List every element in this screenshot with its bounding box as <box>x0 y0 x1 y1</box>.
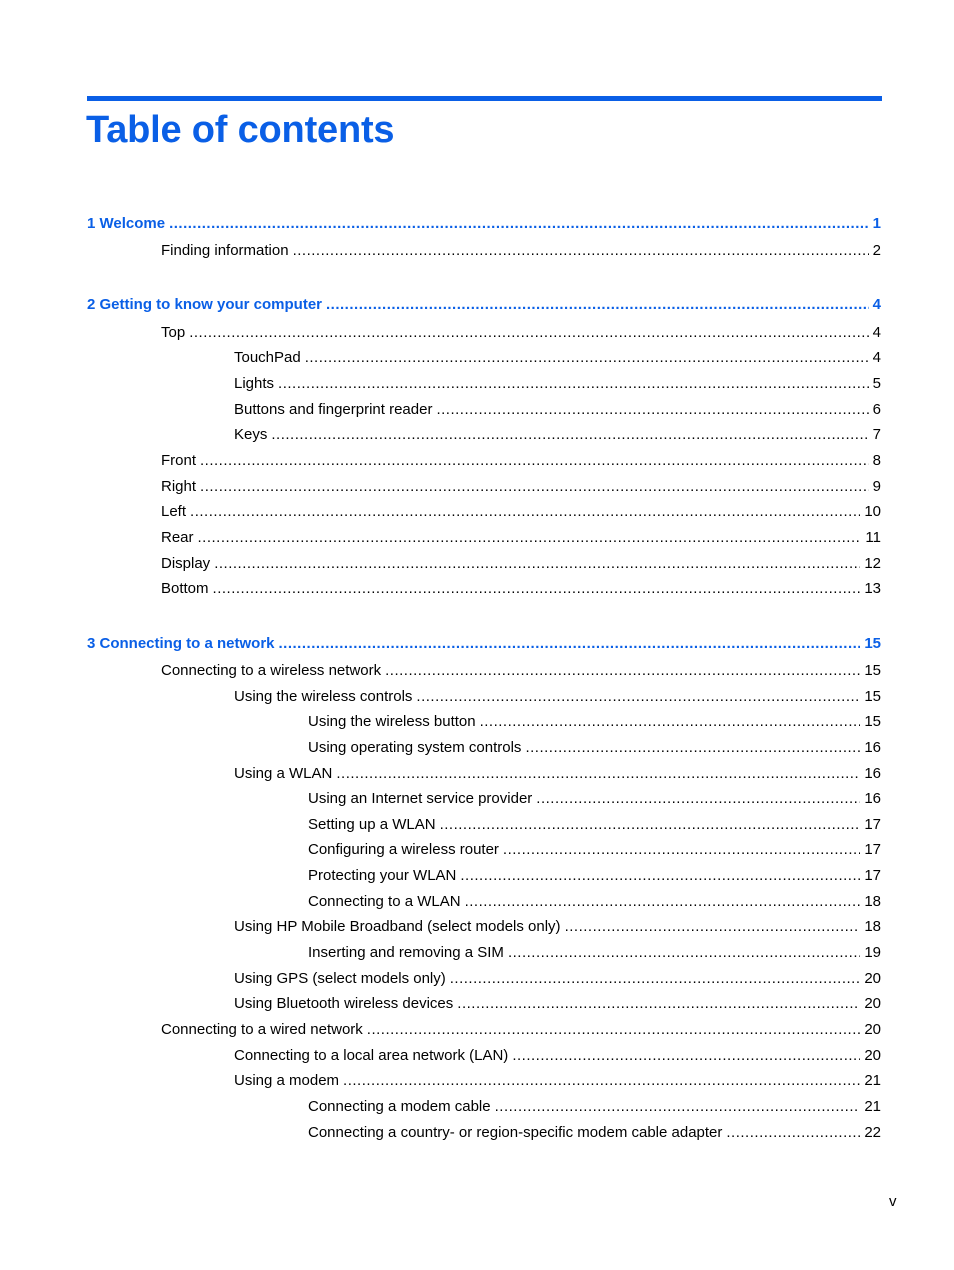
toc-entry-title: Buttons and fingerprint reader <box>234 401 433 418</box>
toc-entry-title: Protecting your WLAN <box>308 867 457 884</box>
dot-leader <box>198 528 862 548</box>
dot-leader <box>385 661 860 681</box>
dot-leader <box>214 554 860 574</box>
toc-entry-title: Using the wireless controls <box>234 688 413 705</box>
toc-entry-page: 21 <box>864 1072 881 1089</box>
toc-entry-title: 2 Getting to know your computer <box>87 296 323 313</box>
toc-entry-title: Right <box>161 478 197 495</box>
toc-entry-title: Display <box>161 555 211 572</box>
toc-entry-title: Connecting a country- or region-specific modem cable adapter <box>308 1124 723 1141</box>
toc-entry-page: 20 <box>864 1021 881 1038</box>
toc-entry-page: 16 <box>864 739 881 756</box>
dot-leader <box>512 1046 860 1066</box>
toc-entry-page: 2 <box>872 242 881 259</box>
title-rule <box>87 96 882 101</box>
toc-entry-page: 21 <box>864 1098 881 1115</box>
toc-entry[interactable] <box>234 969 881 989</box>
toc-entry-title: Setting up a WLAN <box>308 816 436 833</box>
toc-entry[interactable] <box>161 477 881 497</box>
dot-leader <box>293 241 869 261</box>
toc-entry-title: Bottom <box>161 580 209 597</box>
dot-leader <box>436 400 868 420</box>
toc-entry[interactable] <box>161 241 881 261</box>
dot-leader <box>271 425 868 445</box>
toc-chapter-entry[interactable] <box>87 295 881 315</box>
dot-leader <box>278 374 869 394</box>
toc-entry-page: 8 <box>872 452 881 469</box>
dot-leader <box>460 866 860 886</box>
toc-entry[interactable] <box>308 892 881 912</box>
toc-entry[interactable] <box>234 994 881 1014</box>
toc-entry-title: Using the wireless button <box>308 713 476 730</box>
toc-entry-title: Using Bluetooth wireless devices <box>234 995 454 1012</box>
dot-leader <box>343 1071 860 1091</box>
toc-entry-page: 12 <box>864 555 881 572</box>
toc-entry-title: Front <box>161 452 197 469</box>
toc-entry-title: Configuring a wireless router <box>308 841 499 858</box>
toc-entry-page: 15 <box>864 688 881 705</box>
dot-leader <box>213 579 861 599</box>
toc-entry-title: Inserting and removing a SIM <box>308 944 504 961</box>
toc-entry-page: 18 <box>864 893 881 910</box>
toc-entry-page: 20 <box>864 995 881 1012</box>
dot-leader <box>440 815 861 835</box>
dot-leader <box>326 295 869 315</box>
toc-entry[interactable] <box>234 348 881 368</box>
toc-entry-title: Connecting to a WLAN <box>308 893 461 910</box>
toc-entry-page: 13 <box>864 580 881 597</box>
dot-leader <box>336 764 860 784</box>
toc-entry-page: 9 <box>872 478 881 495</box>
toc-entry[interactable] <box>308 943 881 963</box>
toc-entry-page: 10 <box>864 503 881 520</box>
toc-entry[interactable] <box>234 1046 881 1066</box>
dot-leader <box>726 1123 860 1143</box>
dot-leader <box>200 451 869 471</box>
toc-entry-title: Using operating system controls <box>308 739 522 756</box>
toc-entry-page: 17 <box>864 841 881 858</box>
toc-chapter-entry[interactable] <box>87 214 881 234</box>
toc-entry-title: Connecting a modem cable <box>308 1098 491 1115</box>
toc-entry-page: 22 <box>864 1124 881 1141</box>
toc-entry-page: 20 <box>864 1047 881 1064</box>
toc-entry[interactable] <box>308 1097 881 1117</box>
toc-entry[interactable] <box>161 1020 881 1040</box>
toc-entry[interactable] <box>234 400 881 420</box>
toc-entry-page: 6 <box>872 401 881 418</box>
toc-entry-page: 19 <box>864 944 881 961</box>
toc-entry-title: 1 Welcome <box>87 215 166 232</box>
toc-entry-title: Using a modem <box>234 1072 340 1089</box>
toc-entry-title: Left <box>161 503 187 520</box>
toc-entry[interactable] <box>161 579 881 599</box>
toc-entry-title: Connecting to a local area network (LAN) <box>234 1047 509 1064</box>
toc-entry[interactable] <box>161 323 881 343</box>
dot-leader <box>508 943 860 963</box>
toc-entry[interactable] <box>234 917 881 937</box>
toc-entry-title: Using GPS (select models only) <box>234 970 446 987</box>
toc-entry-title: Using HP Mobile Broadband (select models only) <box>234 918 561 935</box>
dot-leader <box>503 840 860 860</box>
toc-entry[interactable] <box>308 738 881 758</box>
dot-leader <box>189 323 868 343</box>
dot-leader <box>200 477 869 497</box>
toc-entry[interactable] <box>234 425 881 445</box>
toc-entry-page: 16 <box>864 790 881 807</box>
toc-entry-page: 20 <box>864 970 881 987</box>
toc-entry-page: 18 <box>864 918 881 935</box>
toc-entry-title: Lights <box>234 375 275 392</box>
toc-entry-title: Keys <box>234 426 268 443</box>
dot-leader <box>495 1097 861 1117</box>
toc-entry[interactable] <box>161 554 881 574</box>
toc-entry-page: 4 <box>872 349 881 366</box>
toc-entry-page: 5 <box>872 375 881 392</box>
dot-leader <box>416 687 860 707</box>
page-number: v <box>889 1193 897 1210</box>
dot-leader <box>279 634 861 654</box>
toc-entry-title: Rear <box>161 529 194 546</box>
toc-entry[interactable] <box>308 789 881 809</box>
dot-leader <box>169 214 869 234</box>
toc-entry[interactable] <box>308 712 881 732</box>
toc-entry[interactable] <box>234 374 881 394</box>
toc-entry[interactable] <box>234 764 881 784</box>
dot-leader <box>450 969 861 989</box>
toc-entry[interactable] <box>161 661 881 681</box>
toc-entry[interactable] <box>234 1071 881 1091</box>
toc-entry-page: 4 <box>872 324 881 341</box>
toc-entry-title: Connecting to a wireless network <box>161 662 382 679</box>
toc-entry-title: Finding information <box>161 242 289 259</box>
dot-leader <box>305 348 869 368</box>
toc-entry[interactable] <box>308 866 881 886</box>
toc-entry-page: 16 <box>864 765 881 782</box>
toc-entry-page: 15 <box>864 713 881 730</box>
dot-leader <box>536 789 860 809</box>
toc-entry[interactable] <box>161 528 881 548</box>
toc-entry[interactable] <box>161 502 881 522</box>
dot-leader <box>367 1020 861 1040</box>
toc-entry-page: 11 <box>865 529 881 546</box>
toc-entry-page: 4 <box>872 296 881 313</box>
toc-entry[interactable] <box>161 451 881 471</box>
dot-leader <box>457 994 860 1014</box>
toc-entry[interactable] <box>308 815 881 835</box>
toc-entry-page: 7 <box>872 426 881 443</box>
dot-leader <box>525 738 860 758</box>
toc-entry-title: 3 Connecting to a network <box>87 635 275 652</box>
toc-entry-title: Using a WLAN <box>234 765 333 782</box>
dot-leader <box>565 917 861 937</box>
toc-entry-title: TouchPad <box>234 349 301 366</box>
toc-entry-page: 17 <box>864 867 881 884</box>
toc-entry-page: 15 <box>864 662 881 679</box>
toc-entry[interactable] <box>308 1123 881 1143</box>
toc-entry-title: Connecting to a wired network <box>161 1021 363 1038</box>
toc-entry[interactable] <box>234 687 881 707</box>
dot-leader <box>190 502 860 522</box>
page-title: Table of contents <box>86 109 395 151</box>
dot-leader <box>480 712 861 732</box>
dot-leader <box>465 892 861 912</box>
toc-chapter-entry[interactable] <box>87 634 881 654</box>
toc-entry-page: 17 <box>864 816 881 833</box>
toc-entry[interactable] <box>308 840 881 860</box>
toc-entry-page: 15 <box>864 635 881 652</box>
toc-entry-title: Top <box>161 324 186 341</box>
toc-entry-page: 1 <box>872 215 881 232</box>
toc-entry-title: Using an Internet service provider <box>308 790 533 807</box>
